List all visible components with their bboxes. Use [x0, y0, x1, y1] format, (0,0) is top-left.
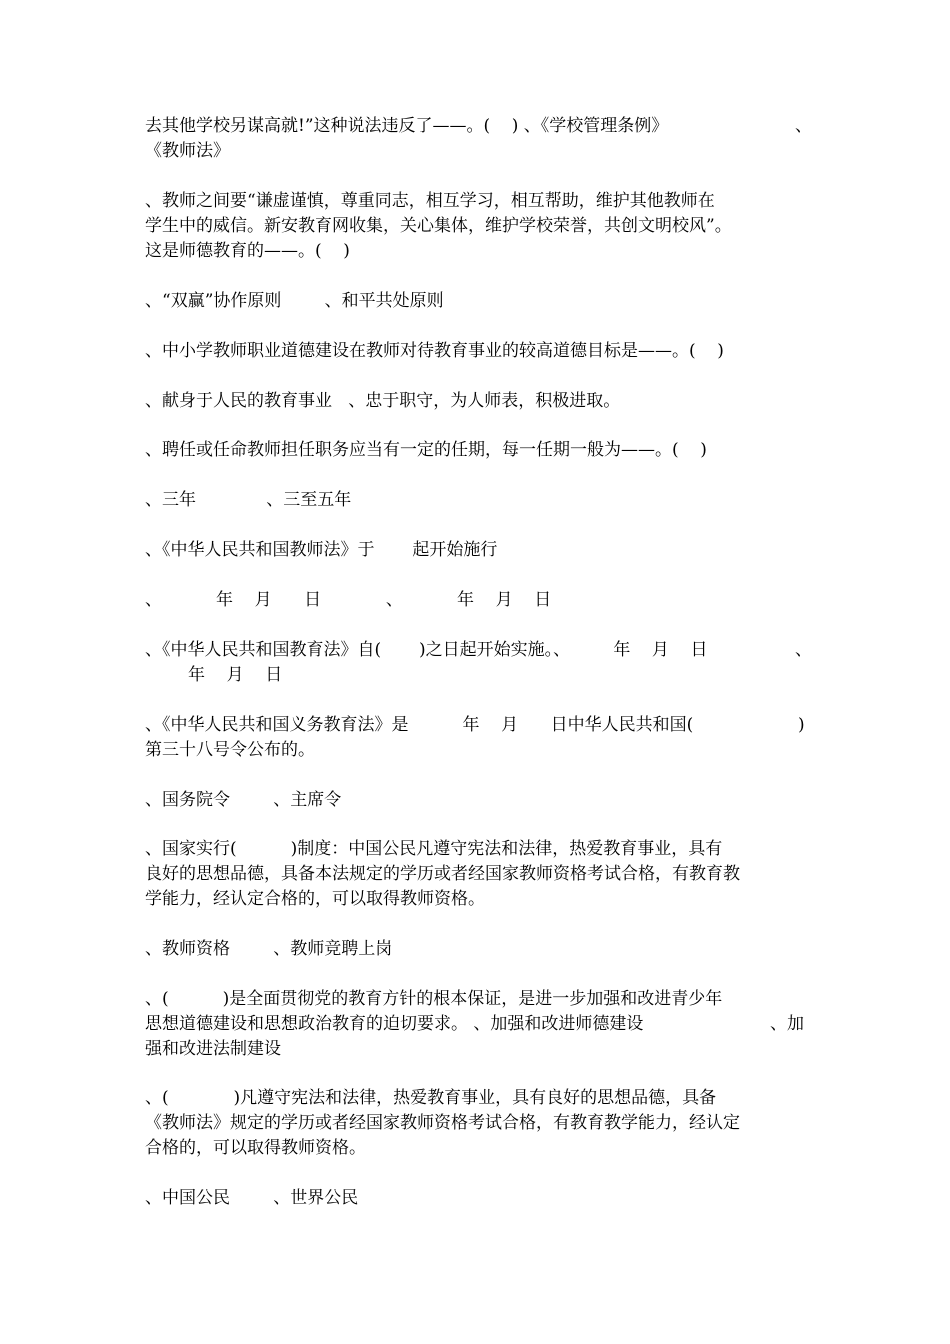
- question-text: 、《中华人民共和国教育法》自( )之日起开始实施。、 年 月 日: [145, 640, 708, 660]
- answer-options: 、 年 月 日 、 年 月 日: [145, 590, 552, 610]
- question-text: 年 月 日: [188, 665, 283, 685]
- question-text: 学能力，经认定合格的，可以取得教师资格。: [145, 889, 485, 909]
- question-text: 、国家实行( )制度：中国公民凡遵守宪法和法律，热爱教育事业，具有: [145, 839, 723, 859]
- question-text: 强和改进法制建设: [145, 1039, 281, 1059]
- question-text: 、( )是全面贯彻党的教育方针的根本保证，是进一步加强和改进青少年: [145, 989, 723, 1009]
- text-line: 去其他学校另谋高就!”这种说法违反了——。( ) 、《学校管理条例》: [145, 116, 669, 136]
- question-text: 、中小学教师职业道德建设在教师对待教育事业的较高道德目标是——。( ): [145, 341, 724, 361]
- answer-options: 、献身于人民的教育事业 、忠于职守，为人师表，积极进取。: [145, 391, 621, 411]
- question-text: 《教师法》规定的学历或者经国家教师资格考试合格，有教育教学能力，经认定: [145, 1113, 740, 1133]
- question-text: 思想道德建设和思想政治教育的迫切要求。 、加强和改进师德建设: [145, 1014, 644, 1034]
- text-line-end: 、加: [770, 1014, 804, 1034]
- question-text: 良好的思想品德，具备本法规定的学历或者经国家教师资格考试合格，有教育教: [145, 864, 740, 884]
- text-line: 《教师法》: [145, 141, 230, 161]
- text-line-end: ): [798, 715, 805, 735]
- question-text: 学生中的威信。新安教育网收集，关心集体，维护学校荣誉，共创文明校风”。: [145, 216, 732, 236]
- question-text: 、《中华人民共和国义务教育法》是 年 月 日中华人民共和国(: [145, 715, 694, 735]
- answer-options: 、“双赢”协作原则 、和平共处原则: [145, 291, 444, 311]
- text-line-end: 、: [795, 640, 812, 660]
- answer-options: 、三年 、三至五年: [145, 490, 352, 510]
- question-text: 、《中华人民共和国教师法》于 起开始施行: [145, 540, 498, 560]
- text-line-end: 、: [795, 116, 812, 136]
- question-text: 、教师之间要“谦虚谨慎，尊重同志，相互学习，相互帮助，维护其他教师在: [145, 191, 715, 211]
- question-text: 这是师德教育的——。( ): [145, 241, 350, 261]
- answer-options: 、国务院令 、主席令: [145, 790, 342, 810]
- answer-options: 、教师资格 、教师竞聘上岗: [145, 939, 393, 959]
- question-text: 第三十八号令公布的。: [145, 740, 315, 760]
- question-text: 合格的，可以取得教师资格。: [145, 1138, 366, 1158]
- question-text: 、( )凡遵守宪法和法律，热爱教育事业，具有良好的思想品德，具备: [145, 1088, 717, 1108]
- answer-options: 、中国公民 、世界公民: [145, 1188, 359, 1208]
- question-text: 、聘任或任命教师担任职务应当有一定的任期，每一任期一般为——。( ): [145, 440, 707, 460]
